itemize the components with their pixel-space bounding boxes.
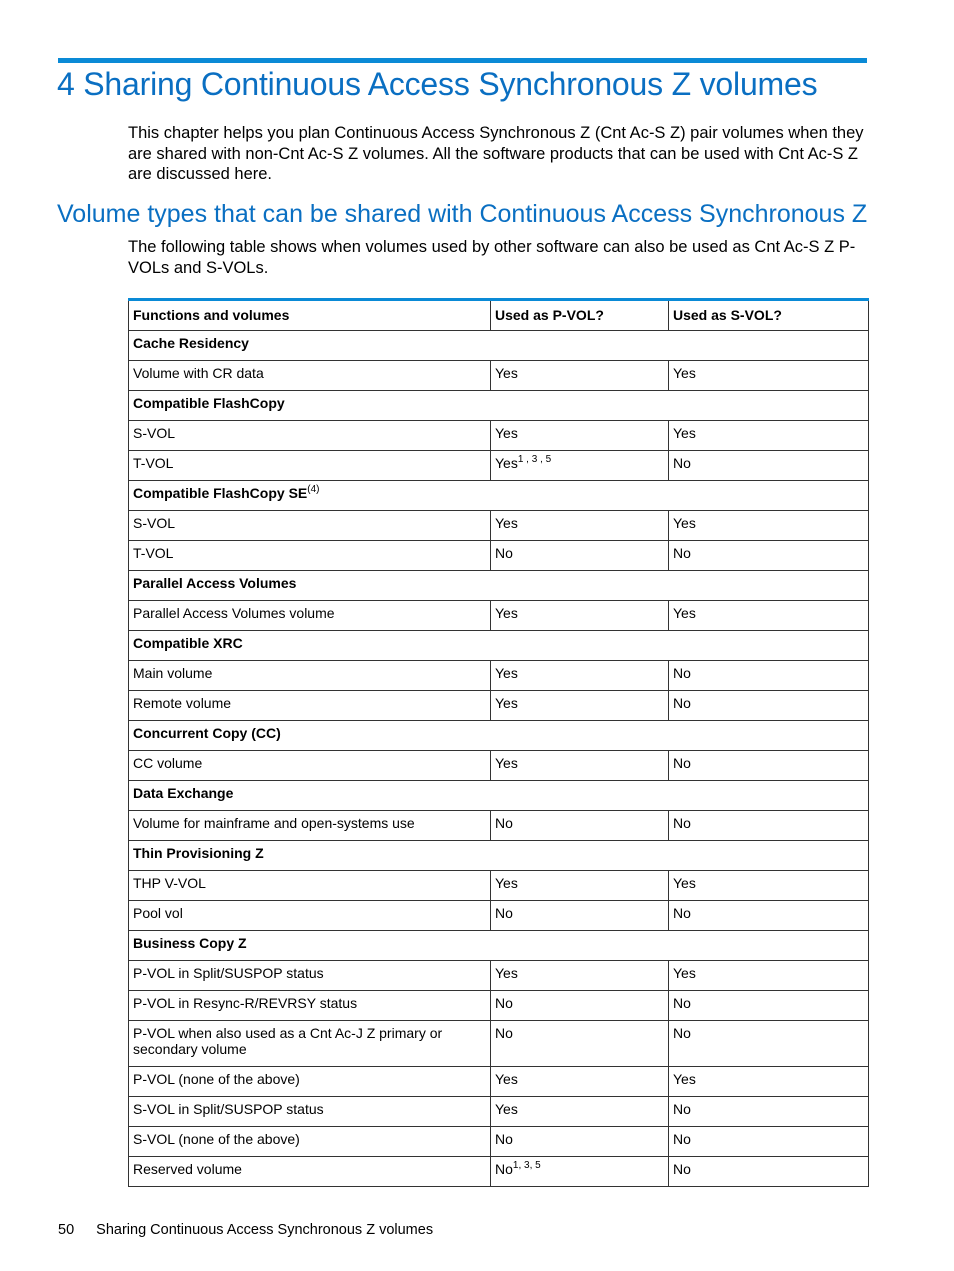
svol-cell bbox=[669, 751, 869, 781]
group-label-text: Parallel Access Volumes bbox=[133, 575, 297, 591]
table-row bbox=[129, 421, 869, 451]
volume-cell bbox=[129, 421, 491, 451]
volume-cell bbox=[129, 901, 491, 931]
volume-cell-text: Remote volume bbox=[133, 695, 232, 711]
chapter-title: 4 Sharing Continuous Access Synchronous Z volumes bbox=[57, 66, 818, 102]
volume-cell-text: Main volume bbox=[133, 665, 213, 681]
volume-cell bbox=[129, 601, 491, 631]
footnote-ref: (4) bbox=[307, 484, 320, 495]
volume-cell bbox=[129, 1127, 491, 1157]
table-row bbox=[129, 661, 869, 691]
svol-cell bbox=[669, 361, 869, 391]
volume-cell bbox=[129, 361, 491, 391]
svol-cell bbox=[669, 421, 869, 451]
volume-cell bbox=[129, 991, 491, 1021]
svol-cell-text: No bbox=[673, 995, 691, 1011]
svol-cell bbox=[669, 1067, 869, 1097]
svol-cell bbox=[669, 1097, 869, 1127]
table-row bbox=[129, 871, 869, 901]
volume-cell bbox=[129, 451, 491, 481]
svol-cell-text: No bbox=[673, 1131, 691, 1147]
svol-cell-text: Yes bbox=[673, 1071, 696, 1087]
volume-cell-text: P-VOL (none of the above) bbox=[133, 1071, 300, 1087]
table-group-row bbox=[129, 331, 869, 361]
volume-cell-text: S-VOL in Split/SUSPOP status bbox=[133, 1101, 324, 1117]
volume-cell bbox=[129, 511, 491, 541]
volume-cell-text: Volume with CR data bbox=[133, 365, 264, 381]
svol-cell-text: Yes bbox=[673, 425, 696, 441]
pvol-cell bbox=[491, 541, 669, 571]
svol-cell bbox=[669, 661, 869, 691]
pvol-cell-text: Yes bbox=[495, 875, 518, 891]
group-label-text: Compatible FlashCopy SE bbox=[133, 485, 308, 501]
pvol-cell bbox=[491, 961, 669, 991]
group-label bbox=[129, 781, 869, 811]
volume-cell-text: T-VOL bbox=[133, 545, 174, 561]
svol-cell bbox=[669, 1127, 869, 1157]
table-row bbox=[129, 1127, 869, 1157]
volume-cell-text: THP V-VOL bbox=[133, 875, 206, 891]
svol-cell-text: No bbox=[673, 545, 691, 561]
volume-cell-text: P-VOL in Resync-R/REVRSY status bbox=[133, 995, 358, 1011]
page-footer bbox=[58, 1222, 433, 1238]
table-row bbox=[129, 751, 869, 781]
pvol-cell-text: Yes bbox=[495, 1071, 518, 1087]
table-group-row bbox=[129, 481, 869, 511]
table-body bbox=[129, 331, 869, 1187]
pvol-cell-text: No bbox=[495, 1161, 513, 1177]
pvol-cell bbox=[491, 661, 669, 691]
volume-cell-text: S-VOL bbox=[133, 425, 176, 441]
table-group-row bbox=[129, 571, 869, 601]
pvol-cell bbox=[491, 1067, 669, 1097]
pvol-cell bbox=[491, 511, 669, 541]
svol-cell-text: No bbox=[673, 695, 691, 711]
volume-cell bbox=[129, 661, 491, 691]
pvol-cell bbox=[491, 421, 669, 451]
svol-cell bbox=[669, 871, 869, 901]
table-row bbox=[129, 991, 869, 1021]
svol-cell-text: No bbox=[673, 755, 691, 771]
volume-cell bbox=[129, 811, 491, 841]
group-label-text: Business Copy Z bbox=[133, 935, 247, 951]
volume-cell bbox=[129, 1021, 491, 1067]
table-row bbox=[129, 1157, 869, 1187]
svol-cell-text: No bbox=[673, 665, 691, 681]
table-row bbox=[129, 361, 869, 391]
pvol-cell-text: No bbox=[495, 995, 513, 1011]
table-row bbox=[129, 601, 869, 631]
volume-cell-text: T-VOL bbox=[133, 455, 174, 471]
volume-cell bbox=[129, 1067, 491, 1097]
table-group-row bbox=[129, 931, 869, 961]
pvol-cell-text: No bbox=[495, 1025, 513, 1041]
page-number: 50 bbox=[58, 1222, 75, 1238]
footnote-ref: 1, 3, 5 bbox=[512, 1160, 541, 1171]
pvol-cell-text: Yes bbox=[495, 665, 518, 681]
pvol-cell-text: No bbox=[495, 815, 513, 831]
pvol-cell bbox=[491, 751, 669, 781]
svol-cell bbox=[669, 1157, 869, 1187]
table-group-row bbox=[129, 631, 869, 661]
volume-cell bbox=[129, 961, 491, 991]
volume-cell-text: S-VOL bbox=[133, 515, 176, 531]
footnote-ref: 1 , 3 , 5 bbox=[517, 454, 552, 465]
volume-cell-text: P-VOL in Split/SUSPOP status bbox=[133, 965, 324, 981]
group-label-text: Thin Provisioning Z bbox=[133, 845, 264, 861]
table-row bbox=[129, 961, 869, 991]
group-label bbox=[129, 571, 869, 601]
volume-cell bbox=[129, 691, 491, 721]
header-pvol: Used as P-VOL? bbox=[491, 300, 669, 331]
group-label-text: Data Exchange bbox=[133, 785, 234, 801]
volume-cell-text: Pool vol bbox=[133, 905, 183, 921]
svol-cell bbox=[669, 901, 869, 931]
svol-cell bbox=[669, 511, 869, 541]
pvol-cell bbox=[491, 871, 669, 901]
volume-cell bbox=[129, 1157, 491, 1187]
pvol-cell bbox=[491, 901, 669, 931]
volume-cell-text: S-VOL (none of the above) bbox=[133, 1131, 300, 1147]
table-row bbox=[129, 1097, 869, 1127]
svol-cell-text: No bbox=[673, 1101, 691, 1117]
pvol-cell bbox=[491, 1097, 669, 1127]
table-row bbox=[129, 901, 869, 931]
group-label bbox=[129, 631, 869, 661]
svol-cell-text: No bbox=[673, 1161, 691, 1177]
group-label bbox=[129, 841, 869, 871]
svol-cell-text: No bbox=[673, 455, 691, 471]
pvol-cell bbox=[491, 601, 669, 631]
svol-cell bbox=[669, 541, 869, 571]
pvol-cell-text: Yes bbox=[495, 755, 518, 771]
table-row bbox=[129, 1021, 869, 1067]
volume-cell-text: P-VOL when also used as a Cnt Ac-J Z primary or secondary volume bbox=[133, 1025, 443, 1057]
table-lead-paragraph: The following table shows when volumes used by other software can also be used as Cnt Ac-S Z P-VOLs and S-VOLs. bbox=[128, 238, 856, 277]
group-label-text: Concurrent Copy (CC) bbox=[133, 725, 281, 741]
group-label bbox=[129, 721, 869, 751]
group-label-text: Cache Residency bbox=[133, 335, 249, 351]
pvol-cell bbox=[491, 691, 669, 721]
pvol-cell bbox=[491, 1021, 669, 1067]
table-row bbox=[129, 451, 869, 481]
volume-cell bbox=[129, 1097, 491, 1127]
pvol-cell bbox=[491, 991, 669, 1021]
svol-cell bbox=[669, 451, 869, 481]
pvol-cell-text: Yes bbox=[495, 1101, 518, 1117]
table-group-row bbox=[129, 721, 869, 751]
table-row bbox=[129, 811, 869, 841]
group-label bbox=[129, 931, 869, 961]
svol-cell-text: Yes bbox=[673, 605, 696, 621]
pvol-cell-text: Yes bbox=[495, 605, 518, 621]
table-group-row bbox=[129, 841, 869, 871]
svol-cell bbox=[669, 1021, 869, 1067]
table-group-row bbox=[129, 781, 869, 811]
header-svol: Used as S-VOL? bbox=[669, 300, 869, 331]
pvol-cell-text: Yes bbox=[495, 425, 518, 441]
table-header-row bbox=[129, 300, 869, 331]
svol-cell-text: No bbox=[673, 1025, 691, 1041]
volume-cell bbox=[129, 541, 491, 571]
svol-cell-text: Yes bbox=[673, 515, 696, 531]
pvol-cell-text: Yes bbox=[495, 515, 518, 531]
section-title: Volume types that can be shared with Continuous Access Synchronous Z bbox=[57, 200, 868, 228]
pvol-cell bbox=[491, 451, 669, 481]
pvol-cell-text: No bbox=[495, 905, 513, 921]
table-row bbox=[129, 541, 869, 571]
volume-cell-text: CC volume bbox=[133, 755, 203, 771]
svol-cell-text: No bbox=[673, 905, 691, 921]
volume-cell-text: Reserved volume bbox=[133, 1161, 242, 1177]
volume-cell bbox=[129, 871, 491, 901]
pvol-cell bbox=[491, 1157, 669, 1187]
group-label bbox=[129, 391, 869, 421]
header-functions: Functions and volumes bbox=[129, 300, 491, 331]
pvol-cell bbox=[491, 811, 669, 841]
chapter-rule bbox=[58, 58, 867, 63]
group-label bbox=[129, 331, 869, 361]
running-title: Sharing Continuous Access Synchronous Z volumes bbox=[96, 1222, 434, 1238]
svol-cell-text: Yes bbox=[673, 365, 696, 381]
volume-cell bbox=[129, 751, 491, 781]
table-row bbox=[129, 691, 869, 721]
svol-cell bbox=[669, 991, 869, 1021]
group-label-text: Compatible FlashCopy bbox=[133, 395, 285, 411]
svol-cell bbox=[669, 601, 869, 631]
table-row bbox=[129, 1067, 869, 1097]
table-group-row bbox=[129, 391, 869, 421]
table-row bbox=[129, 511, 869, 541]
intro-paragraph: This chapter helps you plan Continuous Access Synchronous Z (Cnt Ac-S Z) pair volumes when they are shared with non-Cnt Ac-S Z volumes. All the software products that can be used with Cnt Ac-S Z are discussed here. bbox=[128, 124, 864, 183]
pvol-cell-text: Yes bbox=[495, 455, 518, 471]
pvol-cell-text: Yes bbox=[495, 965, 518, 981]
svol-cell bbox=[669, 691, 869, 721]
pvol-cell bbox=[491, 361, 669, 391]
volume-cell-text: Parallel Access Volumes volume bbox=[133, 605, 335, 621]
svol-cell-text: Yes bbox=[673, 875, 696, 891]
pvol-cell-text: Yes bbox=[495, 695, 518, 711]
svol-cell-text: Yes bbox=[673, 965, 696, 981]
svol-cell bbox=[669, 961, 869, 991]
group-label-text: Compatible XRC bbox=[133, 635, 243, 651]
svol-cell-text: No bbox=[673, 815, 691, 831]
pvol-cell-text: No bbox=[495, 545, 513, 561]
volume-sharing-table bbox=[128, 298, 869, 1187]
pvol-cell bbox=[491, 1127, 669, 1157]
pvol-cell-text: No bbox=[495, 1131, 513, 1147]
pvol-cell-text: Yes bbox=[495, 365, 518, 381]
group-label bbox=[129, 481, 869, 511]
volume-cell-text: Volume for mainframe and open-systems use bbox=[133, 815, 415, 831]
svol-cell bbox=[669, 811, 869, 841]
